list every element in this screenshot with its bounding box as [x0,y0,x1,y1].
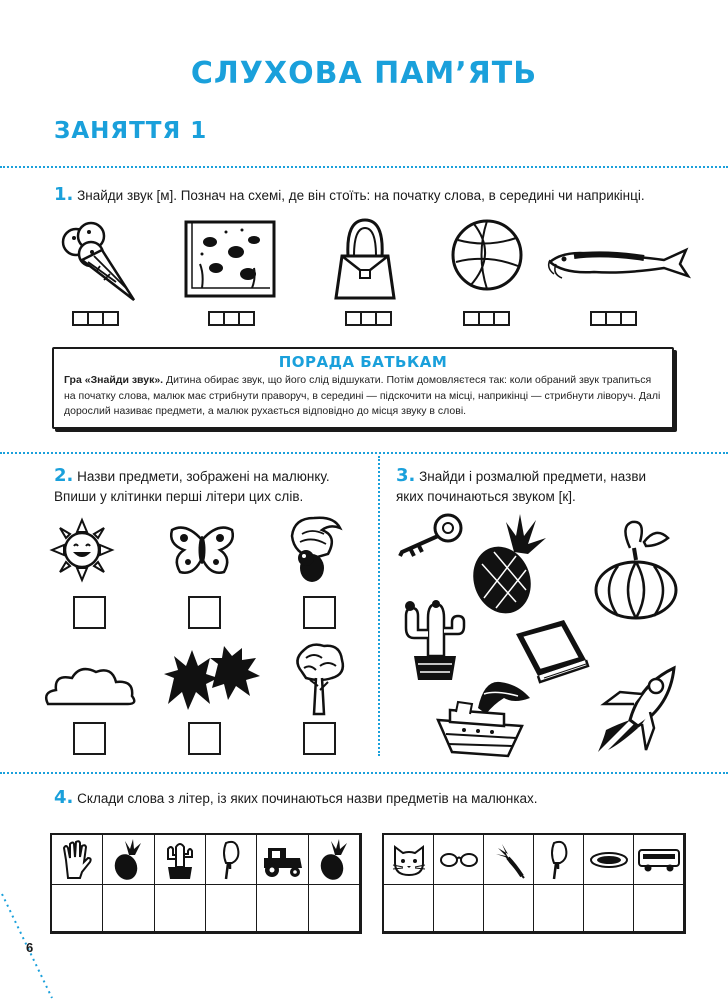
butterfly-icon [168,524,236,578]
pineapple-icon [317,839,351,881]
letter-cell[interactable] [155,885,206,932]
letter-cell[interactable] [434,885,484,932]
page-title: СЛУХОВА ПАМ’ЯТЬ [190,56,538,91]
picture-cell [484,835,534,885]
picture-cell [584,835,634,885]
picture-cell [52,835,103,885]
divider-middle [0,452,728,454]
letter-cell[interactable] [52,885,103,932]
picture-cell [155,835,206,885]
pumpkin-icon[interactable] [590,520,682,620]
first-letter-cell[interactable] [188,722,221,755]
bushes-icon [160,644,264,714]
divider-vertical [378,456,380,756]
task-1-text: Знайди звук [м]. Познач на схемі, де він стоїть: на початку слова, в середині чи наприкінці. [77,188,645,203]
picture-cell [103,835,154,885]
picture-cell [634,835,684,885]
ball-icon [450,218,524,292]
sound-scheme[interactable] [72,311,117,326]
task-2-instruction [54,466,374,507]
squirrel-icon [284,514,346,586]
first-letter-cell[interactable] [73,722,106,755]
letter-cell[interactable] [103,885,154,932]
key-icon[interactable] [396,512,466,562]
task-1-number: 1. [54,184,74,205]
picture-cell [384,835,434,885]
pineapple-icon[interactable] [466,512,550,616]
cactus-icon [162,839,198,881]
tree-icon [292,642,346,716]
ice-cream-icon [544,839,574,881]
plate-icon [589,850,629,870]
first-letter-cell[interactable] [73,596,106,629]
sound-scheme[interactable] [590,311,635,326]
sound-scheme[interactable] [463,311,508,326]
first-letter-cell[interactable] [303,722,336,755]
task-3-instruction [396,466,716,507]
hand-icon [60,840,94,880]
letter-cell[interactable] [309,885,360,932]
picture-cell [257,835,308,885]
pineapple-icon [111,839,145,881]
picture-cell [309,835,360,885]
task-3-line-1: Знайди і розмалюй предмети, назви [419,469,647,484]
letter-cell[interactable] [584,885,634,932]
letter-cell[interactable] [206,885,257,932]
page-number: 6 [26,940,34,955]
word-grid-right [382,833,686,934]
word-grid-left [50,833,362,934]
advice-title: ПОРАДА БАТЬКАМ [278,353,448,371]
glasses-icon [439,850,479,870]
task-4-text: Склади слова з літер, із яких починаються назви предметів на малюнках. [77,791,538,806]
task-2-line-1: Назви предмети, зображені на малюнку. [77,469,330,484]
divider-top [0,166,728,168]
cat-icon [391,843,427,877]
first-letter-cell[interactable] [188,596,221,629]
sun-icon [50,518,114,582]
tractor-icon [260,842,304,878]
task-2-number: 2. [54,465,74,486]
ship-icon[interactable] [434,674,534,760]
carrot-icon [492,840,526,880]
catfish-icon [544,242,690,282]
cloud-icon [42,664,138,708]
first-letter-cell[interactable] [303,596,336,629]
divider-bottom [0,772,728,774]
task-1-instruction [54,185,694,206]
rocket-icon[interactable] [590,664,680,754]
task-3-number: 3. [396,465,416,486]
letter-cell[interactable] [384,885,434,932]
advice-body: Дитина обирає звук, що його слід відшукати. Потім домовляєтеся так: коли обраний звук трапиться на початку слова, малюк має стрибнути праворуч, в середині — підскочити на місці, наприкінці — стрибнути ліворуч. Далі дорослий називає предмети, а малюк рухається відповідно до місця звуку в слові. [64,374,661,417]
advice-text [64,373,662,420]
picture-cell [534,835,584,885]
bag-icon [330,216,400,302]
ice-cream-icon [216,839,246,881]
letter-cell[interactable] [257,885,308,932]
picture-cell [206,835,257,885]
sound-scheme[interactable] [208,311,253,326]
bus-icon [637,847,681,873]
task-3-line-2: яких починаються звуком [к]. [396,489,576,504]
advice-lead: Гра «Знайди звук». [64,374,164,386]
letter-cell[interactable] [484,885,534,932]
picture-cell [434,835,484,885]
task-4-instruction [54,788,714,809]
aquarium-icon [182,218,278,302]
task-4-number: 4. [54,787,74,808]
lesson-heading: ЗАНЯТТЯ 1 [54,118,208,144]
task-2-line-2: Впиши у клітинки перші літери цих слів. [54,489,304,504]
letter-cell[interactable] [634,885,684,932]
letter-cell[interactable] [534,885,584,932]
cactus-icon[interactable] [398,598,472,682]
parents-advice-box [52,347,674,429]
sound-scheme[interactable] [345,311,390,326]
ice-cream-icon [56,222,136,302]
